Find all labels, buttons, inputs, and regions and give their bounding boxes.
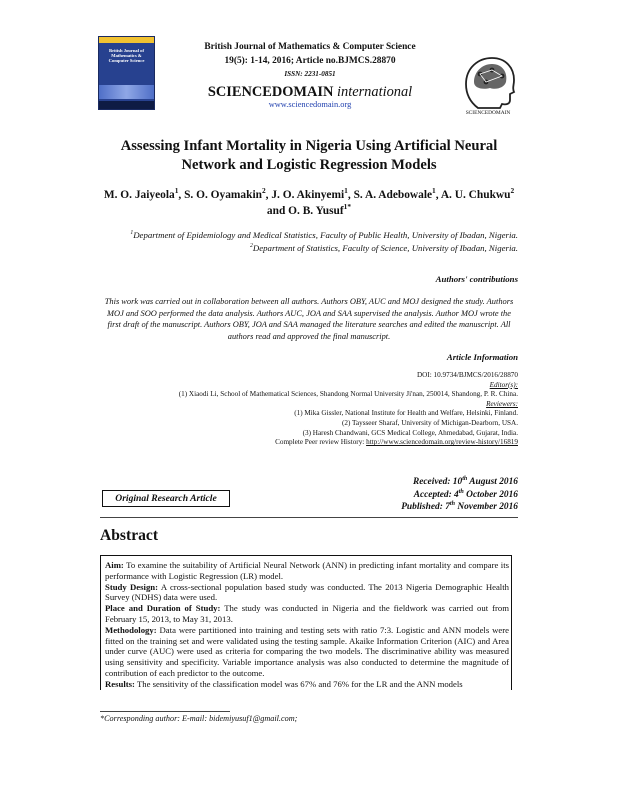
affiliations: [100, 229, 518, 254]
editors-label: Editor(s):: [489, 380, 518, 389]
author-affiliation-mark: 1: [174, 186, 179, 196]
author-affiliation-mark: 1*: [343, 202, 352, 212]
accepted-date: Accepted: 4th October 2016: [413, 488, 518, 500]
journal-citation: 19(5): 1-14, 2016; Article no.BJMCS.28870: [224, 56, 396, 66]
sciencedomain-logo: [456, 52, 520, 112]
article-info: [100, 371, 518, 448]
section-divider: [100, 517, 518, 518]
author-affiliation-mark: 1: [432, 186, 436, 196]
reviewer-item: (1) Mika Gissler, National Institute for Health and Welfare, Helsinki, Finland.: [294, 409, 518, 418]
journal-cover-image: [98, 36, 155, 110]
abstract-results: Results: The sensitivity of the classification model was 67% and 76% for the LR and the ANN models: [105, 678, 463, 689]
journal-name: British Journal of Mathematics & Computer Science: [204, 42, 416, 52]
abstract-aim: Aim: To examine the suitability of Artificial Neural Network (ANN) in predicting infant mortality and compare its performance with Logistic Regression (LR) model.: [105, 560, 509, 581]
abstract-box: [100, 555, 512, 690]
author-name: A. U. Chukwu: [440, 189, 511, 201]
contributions-text: This work was carried out in collaboration between all authors. Authors OBY, AUC and MOJ designed the study. Authors MOJ and SOO performed the data analysis. Authors AUC, JOA and SAA supervised the analysis. Author MOJ wrote the first draft of the manuscript. Authors OBY, JOA and SAA managed the literature searches and edited the manuscript. All authors read and approved the final manuscript.: [104, 297, 514, 341]
corresponding-author-footnote: *Corresponding author: E-mail: bidemiyusuf1@gmail.com;: [100, 714, 298, 723]
editor-item: (1) Xiaodi Li, School of Mathematical Sciences, Shandong Normal University Ji'nan, 250014, Shandong, P. R. China.: [178, 390, 518, 399]
history-label: Complete Peer review History:: [275, 438, 367, 447]
published-date: Published: 7th November 2016: [401, 501, 518, 513]
article-type-box: Original Research Article: [102, 490, 230, 507]
affiliation: $^1$Department of Epidemiology and Medical Statistics, Faculty of Public Health, University of Ibadan, Nigeria.: [130, 230, 518, 240]
author-affiliation-mark: 2: [261, 186, 266, 196]
author-affiliation-mark: 2: [510, 186, 515, 196]
paper-title: Assessing Infant Mortality in Nigeria Using Artificial Neural Network and Logistic Regression Models: [120, 138, 498, 173]
abstract-methodology: Methodology: Data were partitioned into training and testing sets with ratio 7:3. Logistic and ANN models were fitted on the training set and were validated using the testing sample. Akaike Information Criterion (AIC) and Area under curve (AUC) were used as criteria for comparing the two models. The discriminative ability was measured using sensitivity and specificity. Variable importance analysis was also conducted to determine the magnitude of contribution of each predictor to the outcome.: [105, 624, 509, 678]
cover-title: British Journal of Mathematics & Computer Science: [108, 48, 145, 64]
footnote-rule: [100, 711, 230, 712]
doi: DOI: 10.9734/BJMCS/2016/28870: [416, 371, 518, 379]
journal-issn: ISSN: 2231-0851: [284, 70, 336, 78]
publication-dates: [330, 476, 518, 514]
author-name: O. B. Yusuf: [288, 205, 344, 217]
abstract-heading: Abstract: [100, 527, 159, 544]
publisher-url[interactable]: www.sciencedomain.org: [268, 100, 352, 109]
author-name: M. O. Jaiyeola: [103, 189, 175, 201]
author-name: J. O. Akinyemi: [271, 189, 345, 201]
publisher-brand: [175, 84, 445, 101]
author-affiliation-mark: 1: [344, 186, 348, 196]
affiliation: $^2$Department of Statistics, Faculty of Science, University of Ibadan, Nigeria.: [250, 242, 518, 253]
article-info-heading: Article Information: [446, 352, 518, 362]
history-link[interactable]: http://www.sciencedomain.org/review-history/16819: [366, 438, 518, 447]
contributions-heading: Authors' contributions: [435, 274, 518, 284]
reviewer-item: (3) Haresh Chandwani, GCS Medical College, Ahmedabad, Gujarat, India.: [302, 428, 518, 437]
author-name: S. O. Oyamakin: [184, 189, 262, 201]
logo-caption: SCIENCEDOMAIN: [465, 110, 511, 116]
abstract-study-design: Study Design: A cross-sectional population based study was conducted. The 2013 Nigeria Demographic Health Survey (NDHS) data were used.: [105, 581, 509, 603]
author-list: M. O. Jaiyeola$^1$, S. O. Oyamakin$^2$, J. O. Akinyemi$^1$, S. A. Adebowale$^1$, A. U. Chukwu$^2$ and O. B. Yusuf$^{1*}$: [103, 186, 515, 217]
author-name: S. A. Adebowale: [353, 189, 433, 201]
publisher-suffix: international: [337, 84, 413, 100]
publisher-main: SCIENCEDOMAIN: [207, 84, 334, 100]
reviewer-item: (2) Taysseer Sharaf, University of Michigan-Dearborn, USA.: [341, 418, 518, 427]
received-date: Received: 10th August 2016: [412, 475, 518, 487]
abstract-place-duration: Place and Duration of Study: The study was conducted in Nigeria and the fieldwork was carried out from February 15, 2013, to May 31, 2013.: [105, 603, 510, 624]
reviewers-label: Reviewers:: [486, 399, 518, 408]
peer-review-history: [100, 438, 518, 448]
